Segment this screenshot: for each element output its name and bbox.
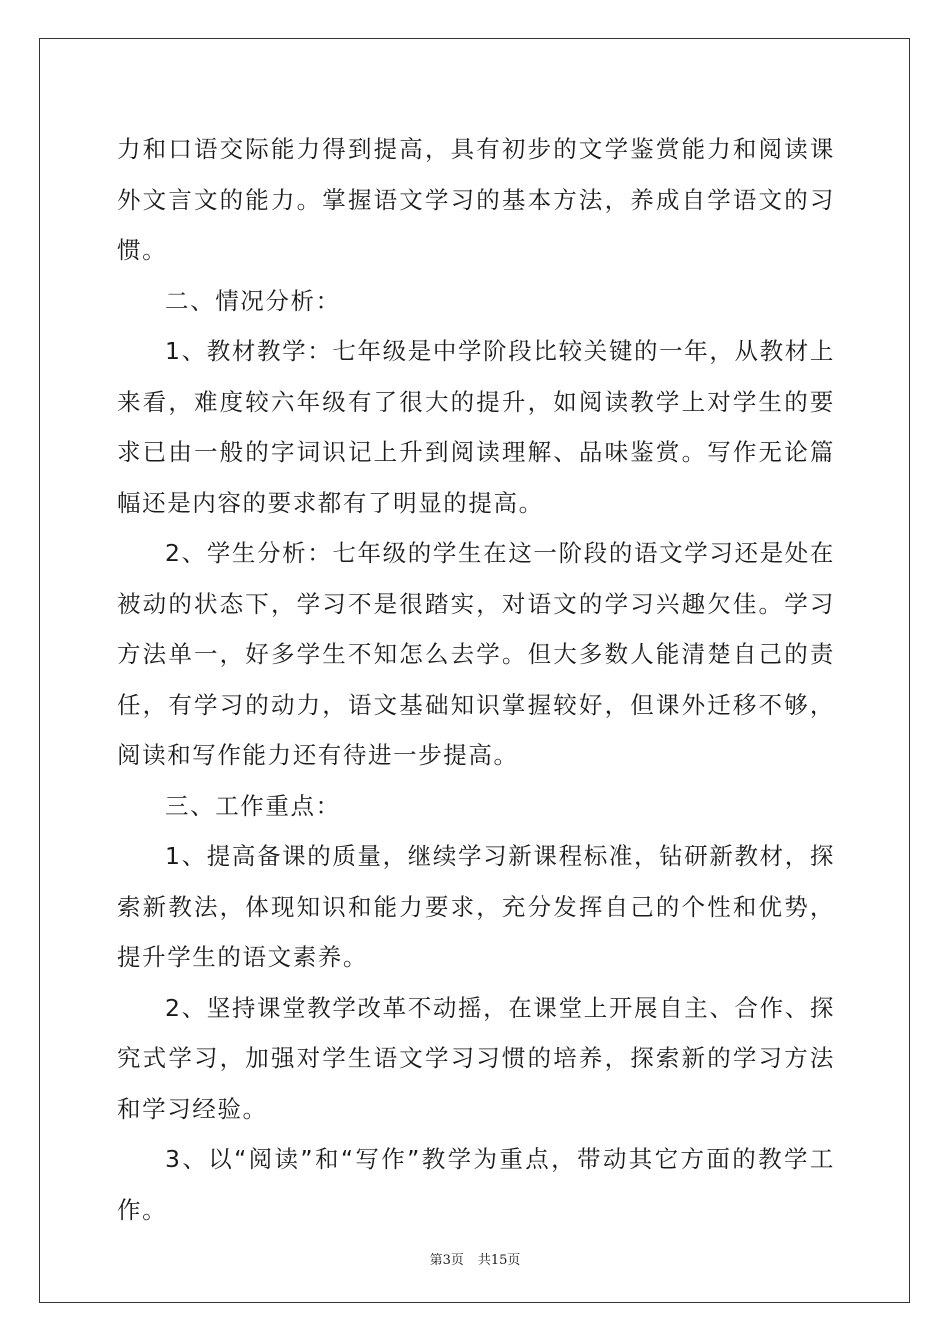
section-heading-situation-analysis: 二、情况分析： [165, 286, 341, 315]
paragraph-lesson-preparation: 1、提高备课的质量，继续学习新课程标准，钻研新教材，探索新教法，体现知识和能力要求，充分发挥自己的个性和优势，提升学生的语文素养。 [117, 842, 835, 971]
paragraph-textbook-teaching: 1、教材教学：七年级是中学阶段比较关键的一年，从教材上来看，难度较六年级有了很大的提升，如阅读教学上对学生的要求已由一般的字词识记上升到阅读理解、品味鉴赏。写作无论篇幅还是内容的要求都有了明显的提高。 [117, 337, 835, 517]
paragraph-student-analysis: 2、学生分析：七年级的学生在这一阶段的语文学习还是处在被动的状态下，学习不是很踏实，对语文的学习兴趣欠佳。学习方法单一，好多学生不知怎么去学。但大多数人能清楚自己的责任，有学习的动力，语文基础知识掌握较好，但课外迁移不够，阅读和写作能力还有待进一步提高。 [117, 539, 835, 769]
document-body [117, 124, 835, 1235]
paragraph-continuation: 力和口语交际能力得到提高，具有初步的文学鉴赏能力和阅读课外文言文的能力。掌握语文学习的基本方法，养成自学语文的习惯。 [117, 135, 835, 264]
page-number: 第3页 [429, 1253, 464, 1268]
section-heading-work-focus: 三、工作重点： [165, 791, 341, 820]
page-footer [0, 1249, 950, 1268]
page-total: 共15页 [477, 1253, 521, 1268]
paragraph-reading-writing: 3、以“阅读”和“写作”教学为重点，带动其它方面的教学工作。 [117, 1145, 835, 1224]
paragraph-classroom-reform: 2、坚持课堂教学改革不动摇，在课堂上开展自主、合作、探究式学习，加强对学生语文学习习惯的培养，探索新的学习方法和学习经验。 [117, 993, 835, 1123]
